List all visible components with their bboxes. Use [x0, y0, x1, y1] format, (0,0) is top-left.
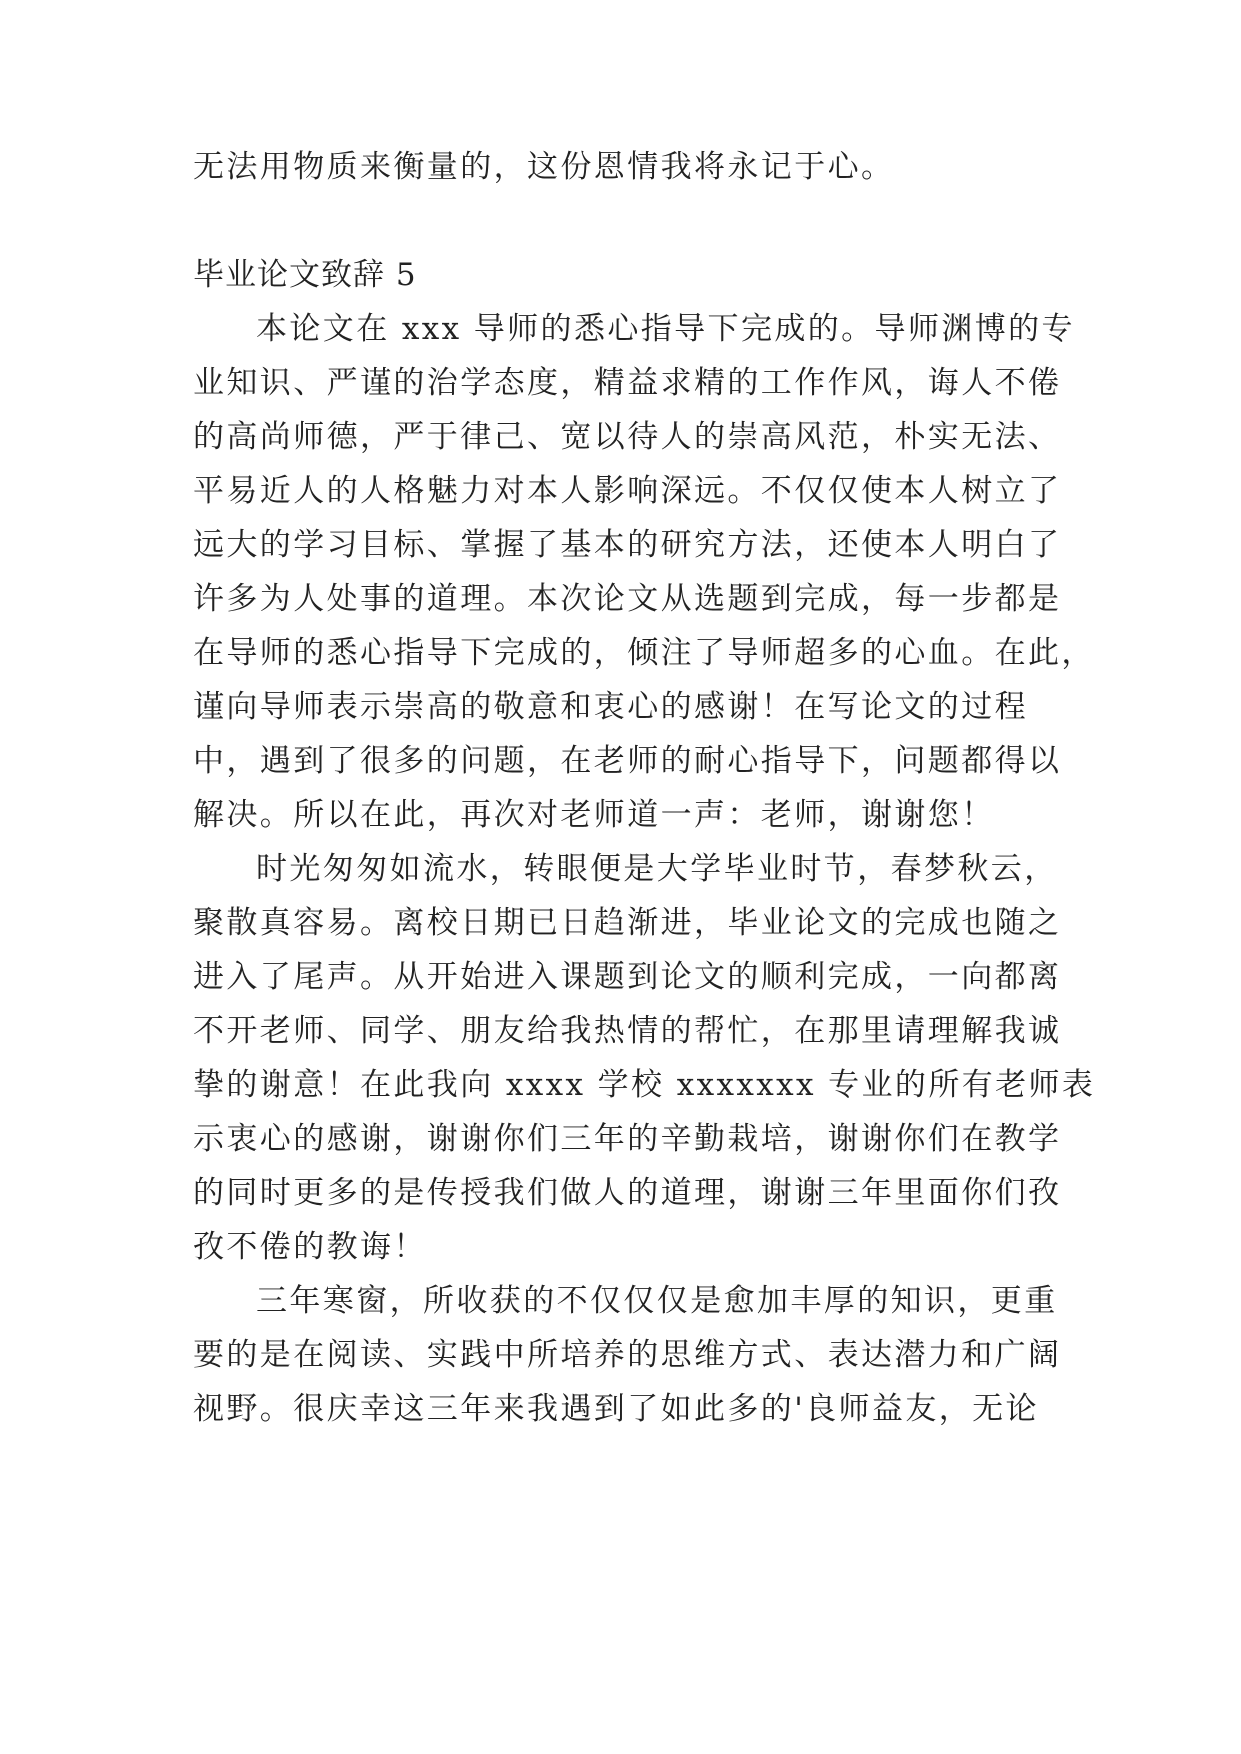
paragraph-1-line-7: 在导师的悉心指导下完成的，倾注了导师超多的心血。在此， [193, 635, 1095, 671]
paragraph-2-line-1: 时光匆匆如流水，转眼便是大学毕业时节，春梦秋云， [256, 851, 1058, 887]
paragraph-1-line-8: 谨向导师表示崇高的敬意和衷心的感谢！在写论文的过程 [193, 689, 1028, 725]
continuation-line: 无法用物质来衡量的，这份恩情我将永记于心。 [193, 149, 895, 185]
paragraph-1-line-5: 远大的学习目标、掌握了基本的研究方法，还使本人明白了 [193, 527, 1062, 563]
paragraph-2-line-5: 挚的谢意！在此我向 xxxx 学校 xxxxxxx 专业的所有老师表 [193, 1067, 1096, 1103]
paragraph-2-line-4: 不开老师、同学、朋友给我热情的帮忙，在那里请理解我诚 [193, 1013, 1062, 1049]
paragraph-2-line-6: 示衷心的感谢，谢谢你们三年的辛勤栽培，谢谢你们在教学 [193, 1121, 1062, 1157]
paragraph-1-line-6: 许多为人处事的道理。本次论文从选题到完成，每一步都是 [193, 581, 1062, 617]
paragraph-2-line-7: 的同时更多的是传授我们做人的道理，谢谢三年里面你们孜 [193, 1175, 1062, 1211]
paragraph-1-line-9: 中，遇到了很多的问题，在老师的耐心指导下，问题都得以 [193, 743, 1062, 779]
paragraph-2-line-2: 聚散真容易。离校日期已日趋渐进，毕业论文的完成也随之 [193, 905, 1062, 941]
paragraph-2-line-8: 孜不倦的教诲！ [193, 1229, 427, 1265]
paragraph-3-line-2: 要的是在阅读、实践中所培养的思维方式、表达潜力和广阔 [193, 1337, 1062, 1373]
section-heading: 毕业论文致辞 5 [193, 257, 417, 293]
paragraph-1-line-4: 平易近人的人格魅力对本人影响深远。不仅仅使本人树立了 [193, 473, 1062, 509]
paragraph-3-line-1: 三年寒窗，所收获的不仅仅仅是愈加丰厚的知识，更重 [256, 1283, 1058, 1319]
paragraph-1-line-10: 解决。所以在此，再次对老师道一声：老师，谢谢您！ [193, 797, 995, 833]
paragraph-3-line-3: 视野。很庆幸这三年来我遇到了如此多的'良师益友，无论 [193, 1391, 1039, 1427]
paragraph-1-line-1: 本论文在 xxx 导师的悉心指导下完成的。导师渊博的专 [256, 311, 1075, 347]
paragraph-2-line-3: 进入了尾声。从开始进入课题到论文的顺利完成，一向都离 [193, 959, 1062, 995]
paragraph-1-line-2: 业知识、严谨的治学态度，精益求精的工作作风，诲人不倦 [193, 365, 1062, 401]
paragraph-1-line-3: 的高尚师德，严于律己、宽以待人的崇高风范，朴实无法、 [193, 419, 1062, 455]
